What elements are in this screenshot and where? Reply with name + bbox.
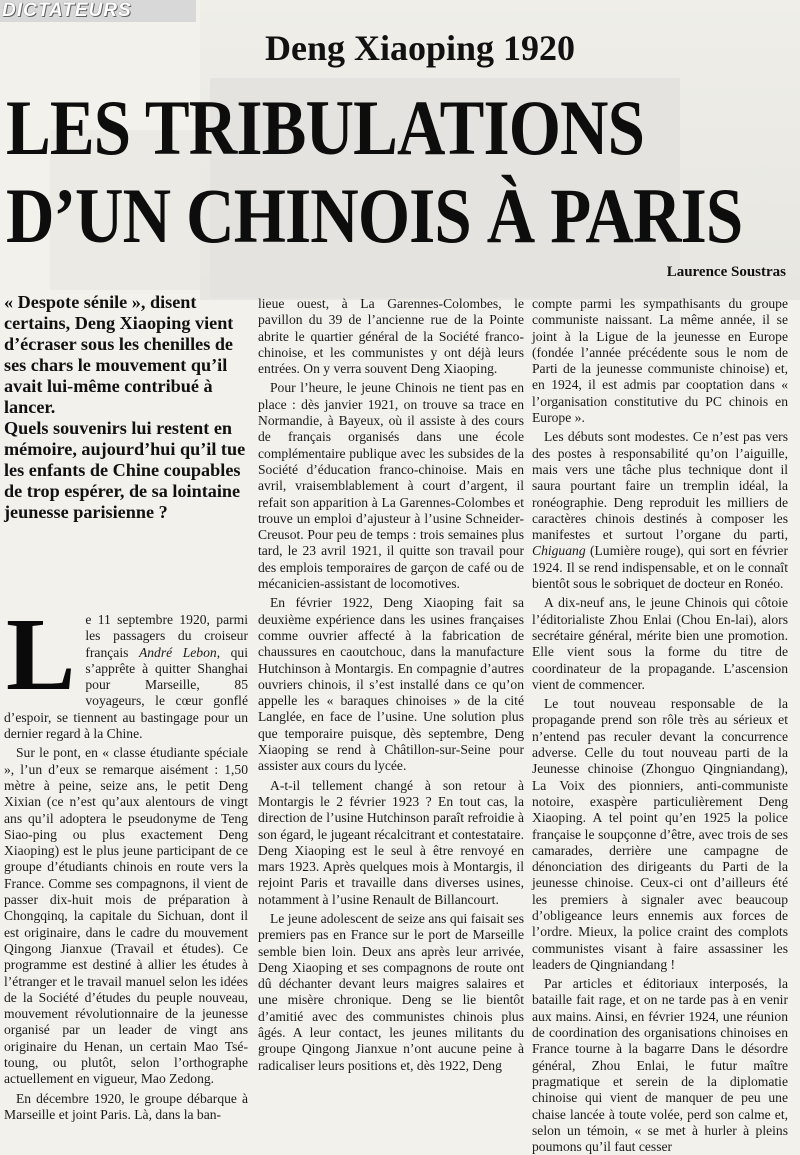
article-byline: Laurence Soustras bbox=[666, 264, 786, 280]
col3-paragraph-2: A dix-neuf ans, le jeune Chinois qui côtoie l’éditorialiste Zhou Enlai (Chou En-lai), alors secrétaire général, mérite bien une promotion. Elle vient sous la forme du titre de coordinateur de la propagande. L’ascension vient de commencer. bbox=[532, 595, 788, 692]
col1-paragraph-2: Sur le pont, en « classe étudiante spéciale », l’un d’eux se remarque aisément : 1,50 mètre à peine, seize ans, le petit Deng Xixian (ce n’est qu’aux alentours de vingt ans qu’il adoptera le pseudonyme de Teng Siao-ping ou plus exactement Deng Xiaoping) est le plus jeune participant de ce groupe d’étudiants chinois en route vers la France. Comme ses compagnons, il vient de passer dix-huit mois de préparation à Chongqinq, la capitale du Sichuan, dont il est originaire, dans le cadre du mouvement Qingong Jianxue (Travail et études). Ce programme est destiné à allier les études à l’étranger et le travail manuel selon les idées de la Société d’études du peuple nouveau, mouvement révolutionnaire de la jeunesse organisé par un leader de vingt ans originaire du Henan, un certain Mao Tsé-toung, ou plutôt, selon l’orthographe actuellement en vigueur, Mao Zedong. bbox=[4, 745, 248, 1087]
col3-paragraph-1 bbox=[532, 429, 788, 592]
lead-paragraph-2: Quels souvenirs lui restent en mémoire, aujourd’hui qu’il tue les enfants de Chine coupables de trop espérer, de sa lointaine jeunesse parisienne ? bbox=[4, 418, 246, 522]
col3-paragraph-0: compte parmi les sympathisants du groupe communiste naissant. La même année, il se joint à la Ligue de la jeunesse en Europe (fondée l’année précédente sous le nom de Parti de la jeunesse communiste chinoise) et, en 1924, il est admis par cooptation dans « l’organisation constitutive du PC chinois en Europe ». bbox=[532, 296, 788, 426]
col2-paragraph-0: lieue ouest, à La Garennes-Colombes, le pavillon du 39 de l’ancienne rue de la Pointe abrite le quartier général de la Société franco-chinoise, et les communistes y ont déjà leurs entrées. On y verra souvent Deng Xiaoping. bbox=[258, 296, 524, 377]
article-lead bbox=[4, 292, 248, 523]
col1-p1-text-a: e 11 septembre 1920, parmi les passagers du croiseur français bbox=[85, 612, 248, 660]
col2-paragraph-4: Le jeune adolescent de seize ans qui faisait ses premiers pas en France sur le port de Marseille semble bien loin. Deux ans après leur arrivée, Deng Xiaoping et ses compagnons de route ont dû déchanter devant leurs maigres salaires et une misère chronique. Deng se lie bientôt d’amitié avec des communistes chinois plus âgés. A leur contact, les jeunes militants du groupe Qingong Jianxue n’ont aucune peine à radicaliser leurs positions et, dès 1922, Deng bbox=[258, 910, 524, 1073]
col1-paragraph-3: En décembre 1920, le groupe débarque à Marseille et joint Paris. Là, dans la ban- bbox=[4, 1090, 248, 1122]
drop-cap: L bbox=[6, 597, 76, 712]
column-1 bbox=[4, 597, 248, 1123]
col1-p1-text-b: , qui s’apprête à quitter Shanghai pour Marseille, 85 voyageurs, le cœur gonflé d’espoir, se tiennent au bastingage pour un dernier regard à la Chine. bbox=[4, 644, 248, 742]
col2-paragraph-2: En février 1922, Deng Xiaoping fait sa deuxième expérience dans les usines françaises comme ouvrier affecté à la fabrication de chaussures en caoutchouc, dans la manufacture Hutchinson à Montargis. En compagnie d’autres ouvriers chinois, il s’est installé dans ce qu’on appelle les « baraques chinoises » de la cité Langlée, en face de l’usine. Une solution plus que temporaire puisque, dès septembre, Deng Xiaoping se rend à Châtillon-sur-Seine pour assister aux cours du lycée. bbox=[258, 595, 524, 774]
article-headline bbox=[6, 84, 743, 260]
section-rubric-label: DICTATEURS bbox=[2, 0, 132, 21]
headline-line-2: D’UN CHINOIS À PARIS bbox=[6, 172, 743, 259]
section-rubric bbox=[0, 0, 196, 22]
ship-name: André Lebon bbox=[138, 644, 217, 660]
col3-paragraph-3: Le tout nouveau responsable de la propagande prend son rôle très au sérieux et n’entend pas reculer devant la concurrence adverse. Celle du tout nouveau parti de la Jeunesse chinoise (Zhonguo Qingniandang), La Voix des pionniers, anti-communiste notoire, exaspère particulièrement Deng Xiaoping. A tel point qu’en 1925 la police française le soupçonne d’être, avec trois de ses camarades, derrière une campagne de dénonciation des dirigeants du Parti de la jeunesse chinoise. Ceux-ci ont d’ailleurs été les premiers à signaler avec beaucoup d’obligeance leurs ennemis aux forces de l’ordre. Mieux, la police craint des complots communistes visant à faire assassiner les leaders de Qingniandang ! bbox=[532, 696, 788, 972]
col3-paragraph-4: Par articles et éditoriaux interposés, la bataille fait rage, et on ne tarde pas à en venir aux mains. Ainsi, en février 1924, une réunion de coordination des organisations chinoises en France tourne à la bagarre Dans le désordre général, Zhou Enlai, le futur maître pragmatique et serein de la diplomatie chinoise qui vient de manquer de peu une chaise lancée à toute volée, perd son calme et, selon un témoin, « se met à hurler à pleins poumons qu’il faut cesser bbox=[532, 976, 788, 1155]
col2-paragraph-1: Pour l’heure, le jeune Chinois ne tient pas en place : dès janvier 1921, on trouve sa trace en Normandie, à Bayeux, où il assiste à des cours de français organisés dans une école complémentaire publique avec les subsides de la Société d’éducation franco-chinoise. Mais en avril, vraisemblablement à court d’argent, il refait son apparition à La Garennes-Colombes et trouve un emploi d’ajusteur à l’usine Schneider-Creusot. Pour peu de temps : trois semaines plus tard, le 23 avril 1921, il quitte son travail pour des emplois temporaires de garçon de café ou de mécanicien-assistant de locomotives. bbox=[258, 380, 524, 592]
article-kicker: Deng Xiaoping 1920 bbox=[264, 28, 576, 68]
column-3 bbox=[532, 296, 788, 1155]
col3-p1-text-a: Les débuts sont modestes. Ce n’est pas vers des postes à responsabilité qu’on l’aiguille, mais vers une tâche plus technique dont il saura pourtant faire un tremplin idéal, la ronéographie. Deng reproduit les milliers de caractères chinois destinés à composer les manifestes et surtout l’organe du parti, bbox=[532, 429, 788, 543]
col2-paragraph-3: A-t-il tellement changé à son retour à Montargis le 2 février 1923 ? En tout cas, la direction de l’usine Hutchinson paraît refroidie à son égard, le jugeant récalcitrant et contestataire. Deng Xiaoping est le seul à être renvoyé en mars 1923. Après quelques mois à Montargis, il rejoint Paris et travaille dans diverses usines, notamment à l’usine Renault de Billancourt. bbox=[258, 777, 524, 907]
headline-line-1: LES TRIBULATIONS bbox=[6, 84, 645, 171]
col1-paragraph-1 bbox=[4, 597, 248, 742]
col3-p1-text-b: (Lumière rouge), qui sort en février 1924. Il se rend indispensable, et on le connaît bientôt sous le sobriquet de docteur en Ronéo. bbox=[532, 543, 788, 592]
party-organ-name: Chiguang bbox=[532, 543, 586, 559]
column-2 bbox=[258, 296, 524, 1074]
lead-paragraph-1: « Despote sénile », disent certains, Deng Xiaoping vient d’écraser sous les chenilles de ses chars le mouvement qu’il avait lui-même contribué à lancer. bbox=[4, 292, 234, 417]
